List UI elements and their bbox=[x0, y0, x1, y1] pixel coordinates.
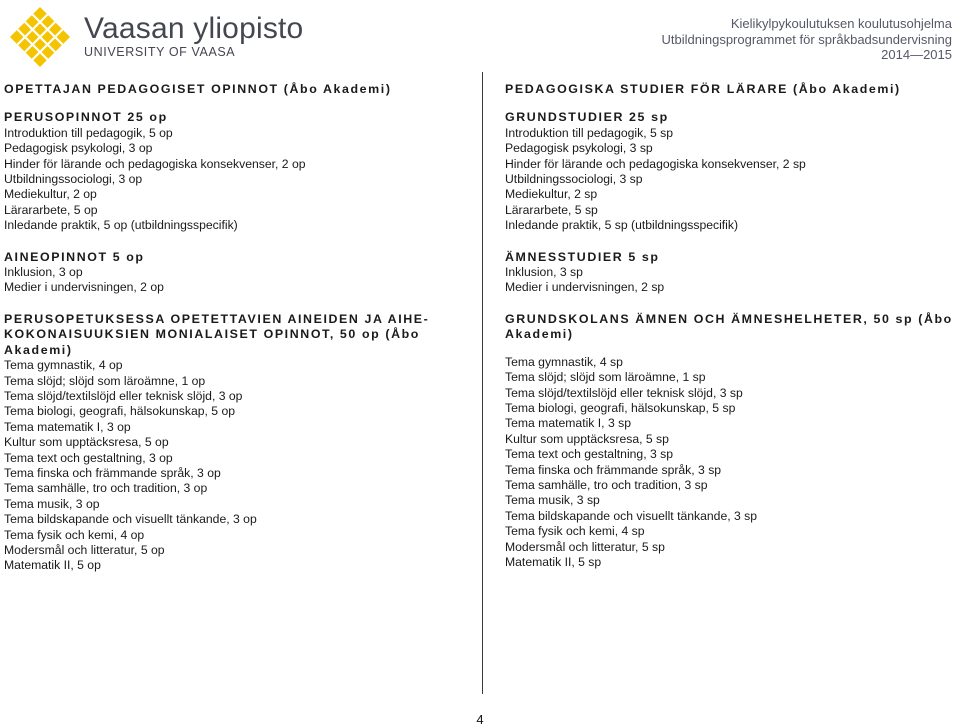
list-item: Kultur som upptäcksresa, 5 sp bbox=[505, 431, 669, 446]
list-item: Modersmål och litteratur, 5 sp bbox=[505, 539, 665, 554]
list-item: Tema biologi, geografi, hälsokunskap, 5 op bbox=[4, 404, 236, 419]
right-block-heading: GRUNDSTUDIER 25 sp bbox=[505, 110, 669, 125]
column-divider bbox=[482, 72, 483, 694]
academic-year: 2014—2015 bbox=[881, 47, 952, 62]
left-column bbox=[4, 82, 466, 590]
list-item: Tema fysik och kemi, 4 sp bbox=[505, 524, 645, 539]
page-header bbox=[0, 0, 960, 68]
list-item: Utbildningssociologi, 3 sp bbox=[505, 172, 643, 187]
list-item: Utbildningssociologi, 3 op bbox=[4, 172, 143, 187]
list-item: Lärararbete, 5 op bbox=[4, 202, 98, 217]
list-item: Inklusion, 3 sp bbox=[505, 265, 583, 280]
programme-name-sv: Utbildningsprogrammet för språkbadsundervisning bbox=[661, 31, 952, 47]
list-item: Mediekultur, 2 sp bbox=[505, 187, 598, 202]
list-item: Inledande praktik, 5 op (utbildningsspecifik) bbox=[4, 218, 238, 233]
brand-subtitle: UNIVERSITY OF VAASA bbox=[84, 45, 236, 59]
university-logo bbox=[8, 5, 303, 69]
list-item: Lärararbete, 5 sp bbox=[505, 202, 598, 217]
page-number: 4 bbox=[476, 712, 484, 727]
left-block-aineopinnot bbox=[4, 250, 466, 296]
list-item: Hinder för lärande och pedagogiska konsekvenser, 2 sp bbox=[505, 156, 806, 171]
right-block-amnesstudier bbox=[505, 250, 955, 296]
list-item: Pedagogisk psykologi, 3 op bbox=[4, 141, 153, 156]
list-item: Tema bildskapande och visuellt tänkande, 3 op bbox=[4, 512, 257, 527]
list-item: Tema samhälle, tro och tradition, 3 op bbox=[4, 481, 208, 496]
right-block-heading: ÄMNESSTUDIER 5 sp bbox=[505, 249, 660, 264]
left-block-heading: AINEOPINNOT 5 op bbox=[4, 249, 145, 264]
list-item: Medier i undervisningen, 2 op bbox=[4, 280, 164, 295]
list-item: Tema finska och främmande språk, 3 sp bbox=[505, 462, 722, 477]
brand-text bbox=[84, 13, 303, 59]
list-item: Hinder för lärande och pedagogiska konsekvenser, 2 op bbox=[4, 156, 306, 171]
list-item: Tema slöjd/textilslöjd eller teknisk slöjd, 3 sp bbox=[505, 385, 743, 400]
list-item: Kultur som upptäcksresa, 5 op bbox=[4, 435, 169, 450]
list-item: Mediekultur, 2 op bbox=[4, 187, 97, 202]
left-block-monialaiset bbox=[4, 312, 466, 574]
programme-name-fi: Kielikylpykoulutuksen koulutusohjelma bbox=[730, 16, 952, 31]
list-item: Tema slöjd/textilslöjd eller teknisk slöjd, 3 op bbox=[4, 388, 243, 403]
list-item: Tema fysik och kemi, 4 op bbox=[4, 527, 145, 542]
list-item: Tema finska och främmande språk, 3 op bbox=[4, 465, 221, 480]
list-item: Tema text och gestaltning, 3 op bbox=[4, 450, 173, 465]
list-item: Tema gymnastik, 4 sp bbox=[505, 354, 623, 369]
list-item: Tema musik, 3 sp bbox=[505, 493, 600, 508]
left-block-perusopinnot bbox=[4, 110, 466, 233]
list-item: Tema matematik I, 3 op bbox=[4, 419, 131, 434]
left-block-heading: PERUSOPETUKSESSA OPETETTAVIEN AINEIDEN JA AIHE-KOKONAISUUKSIEN MONIALAISET OPINNOT, 50 op (Åbo Akademi) bbox=[4, 311, 430, 357]
right-column bbox=[505, 82, 955, 586]
list-item: Tema slöjd; slöjd som läroämne, 1 op bbox=[4, 373, 206, 388]
list-item: Tema bildskapande och visuellt tänkande, 3 sp bbox=[505, 508, 758, 523]
list-item: Inklusion, 3 op bbox=[4, 265, 83, 280]
right-block-grundskolans bbox=[505, 312, 955, 571]
list-item: Inledande praktik, 5 sp (utbildningsspecifik) bbox=[505, 218, 739, 233]
list-item: Introduktion till pedagogik, 5 sp bbox=[505, 125, 674, 140]
university-logo-icon bbox=[8, 5, 72, 69]
brand-name: Vaasan yliopisto bbox=[84, 12, 304, 45]
left-main-title: OPETTAJAN PEDAGOGISET OPINNOT (Åbo Akademi) bbox=[4, 82, 392, 96]
list-item: Introduktion till pedagogik, 5 op bbox=[4, 125, 173, 140]
list-item: Tema slöjd; slöjd som läroämne, 1 sp bbox=[505, 370, 706, 385]
list-item: Matematik II, 5 op bbox=[4, 558, 101, 573]
right-main-title: PEDAGOGISKA STUDIER FÖR LÄRARE (Åbo Akademi) bbox=[505, 82, 901, 96]
list-item: Tema samhälle, tro och tradition, 3 sp bbox=[505, 477, 708, 492]
right-block-heading: GRUNDSKOLANS ÄMNEN OCH ÄMNESHELHETER, 50 sp (Åbo Akademi) bbox=[505, 311, 953, 342]
right-block-grundstudier bbox=[505, 110, 955, 233]
list-item: Tema matematik I, 3 sp bbox=[505, 416, 631, 431]
list-item: Tema musik, 3 op bbox=[4, 496, 100, 511]
list-item: Pedagogisk psykologi, 3 sp bbox=[505, 141, 653, 156]
list-item: Tema biologi, geografi, hälsokunskap, 5 sp bbox=[505, 400, 736, 415]
list-item: Medier i undervisningen, 2 sp bbox=[505, 280, 665, 295]
programme-info bbox=[662, 16, 952, 63]
list-item: Modersmål och litteratur, 5 op bbox=[4, 542, 165, 557]
list-item: Tema gymnastik, 4 op bbox=[4, 358, 123, 373]
left-block-heading: PERUSOPINNOT 25 op bbox=[4, 110, 168, 125]
list-item: Tema text och gestaltning, 3 sp bbox=[505, 447, 674, 462]
list-item: Matematik II, 5 sp bbox=[505, 554, 602, 569]
